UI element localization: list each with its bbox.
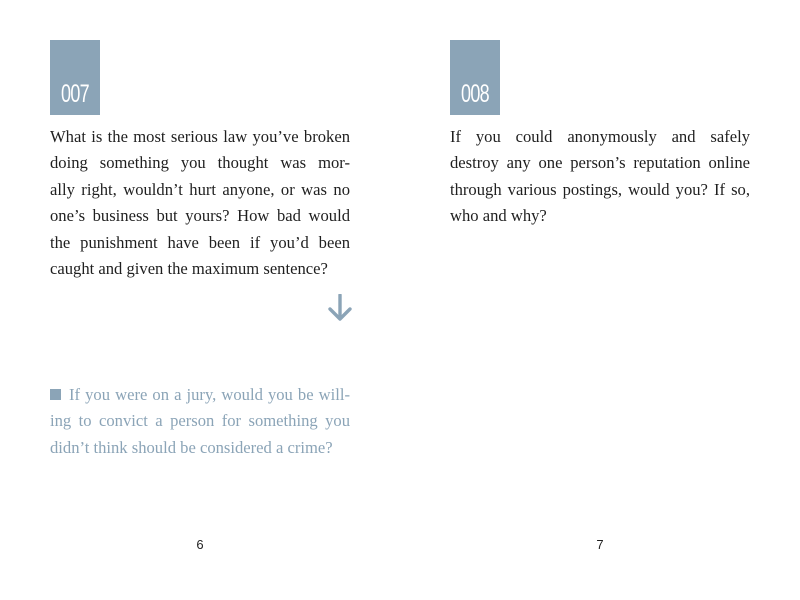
- square-bullet-icon: [50, 389, 61, 400]
- question-line: ally right, wouldn’t hurt anyone, or was no: [50, 179, 350, 199]
- question-number-block: [50, 40, 100, 115]
- followup-question: [50, 382, 350, 461]
- question-number: 007: [61, 80, 89, 108]
- question-line: What is the most serious law you’ve broken: [50, 127, 350, 146]
- question-number-block: [450, 40, 500, 115]
- question-line: the punishment have been if you’d been: [50, 232, 350, 252]
- question-number: 008: [461, 80, 489, 108]
- followup-line: ing to convict a person for something you: [50, 411, 350, 431]
- page-number: 7: [596, 537, 604, 552]
- question-text: [450, 124, 750, 230]
- followup-line: didn’t think should be considered a crime?: [50, 437, 333, 457]
- question-line: doing something you thought was mor-: [50, 153, 350, 173]
- question-line: If you could anonymously and safely: [450, 127, 750, 146]
- question-line: one’s business but yours? How bad would: [50, 206, 350, 226]
- page-number: 6: [196, 537, 204, 552]
- question-line: caught and given the maximum sentence?: [50, 259, 328, 279]
- followup-line: If you were on a jury, would you be will-: [50, 382, 350, 408]
- question-line: through various postings, would you? If so,: [450, 179, 750, 199]
- question-line: who and why?: [450, 206, 547, 226]
- arrow-down-icon: [327, 294, 353, 322]
- right-page: [400, 0, 800, 600]
- question-line: destroy any one person’s reputation online: [450, 153, 750, 173]
- question-text: [50, 124, 350, 282]
